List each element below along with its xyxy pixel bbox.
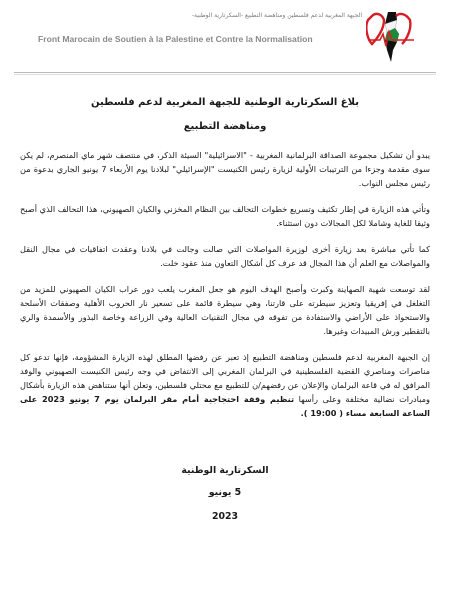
statement-title: بلاغ السكرتارية الوطنية للجبهة المغربية لدعم فلسطين — [91, 97, 359, 108]
header-divider — [14, 72, 436, 73]
date-line: 5 يونيو — [208, 487, 242, 498]
date-year: 2023 — [211, 511, 239, 522]
statement-subtitle: ومناهضة التطبيع — [183, 121, 267, 132]
statement-body — [20, 96, 430, 524]
protest-announcement: تنظيم وقفة احتجاجية أمام مقر البرلمان يوم 7 يونيو 2023 على الساعة السابعة مساء ( 19:00 ). — [20, 394, 430, 418]
signature: السكرتارية الوطنية — [181, 465, 269, 476]
letterhead-arabic-name: الجبهة المغربية لدعم فلسطين ومناهضة التطبيع -السكرتارية الوطنية- — [191, 12, 362, 19]
palestine-map-flag-heartbeat-icon — [366, 10, 416, 64]
paragraph-1: يبدو أن تشكيل مجموعة الصداقة البرلمانية المغربية - "الاسرائيلية" السيئة الذكر، في منتصف شهر ماي المنصرم، لم يكن سوى مقدمة وجزءا من الترتيبات الأولية لزيارة رئيس الكنيست "الإسرائيلي" لبلادنا يوم الأربعاء 7 يونيو الجاري بدعوة من رئيس مجلس النواب. — [20, 150, 430, 188]
paragraph-5-text: إن الجبهة المغربية لدعم فلسطين ومناهضة التطبيع إذ تعبر عن رفضها المطلق لهذه الزيارة المشؤومة، فإنها تدعو كل مناصرات ومناصري القضية الفلسطينية في البرلمان المغربي إلى الانتفاض في وجه رئيس الكنيست الصهيوني والوفد المرافق له في قاعة البرلمان والإعلان عن رفضهم/ن للتطبيع مع محتلي فلسطين، وتعلن أنها ستناهض هذه الزيارة بأشكال ومبادرات نضالية مختلفة وعلى رأسها — [20, 352, 430, 404]
paragraph-5 — [20, 350, 430, 420]
paragraph-2: وتأتي هذه الزيارة في إطار تكثيف وتسريع خطوات التحالف بين النظام المخزني والكيان الصهيوني، هذا التحالف الذي أصبح وثيقا للغاية وشاملا لكل المجالات دون استثناء. — [20, 204, 430, 228]
letterhead-french-name: Front Marocain de Soutien à la Palestine et Contre la Normalisation — [38, 34, 313, 44]
paragraph-3: كما تأتي مباشرة بعد زيارة أخرى لوزيرة المواصلات التي صالت وجالت في بلادنا وعقدت اتفاقيات في مجال النقل والمواصلات مع العلم أن هذا المجال قد عرف كل أشكال التعاون منذ عقود خلت. — [20, 244, 430, 268]
header-divider-secondary — [14, 74, 436, 75]
letterhead — [0, 0, 450, 72]
paragraph-4: لقد توسعت شهية الصهاينة وكبرت وأصبح الهدف اليوم هو جعل المغرب يلعب دور عراب الكيان الصهيوني للمزيد من التغلغل في إفريقيا وتعزيز سيطرته على قارتنا، وهي سيطرة قائمة على تسعير نار الحروب الأهلية وصفقات الأسلحة والاستحواذ على الأراضي والاستفادة من تفوقه في مجال التقنيات العالية وفي الزراعة وخاصة البذور والأسمدة والري بالتقطير ورش المبيدات وغيرها. — [20, 284, 430, 336]
